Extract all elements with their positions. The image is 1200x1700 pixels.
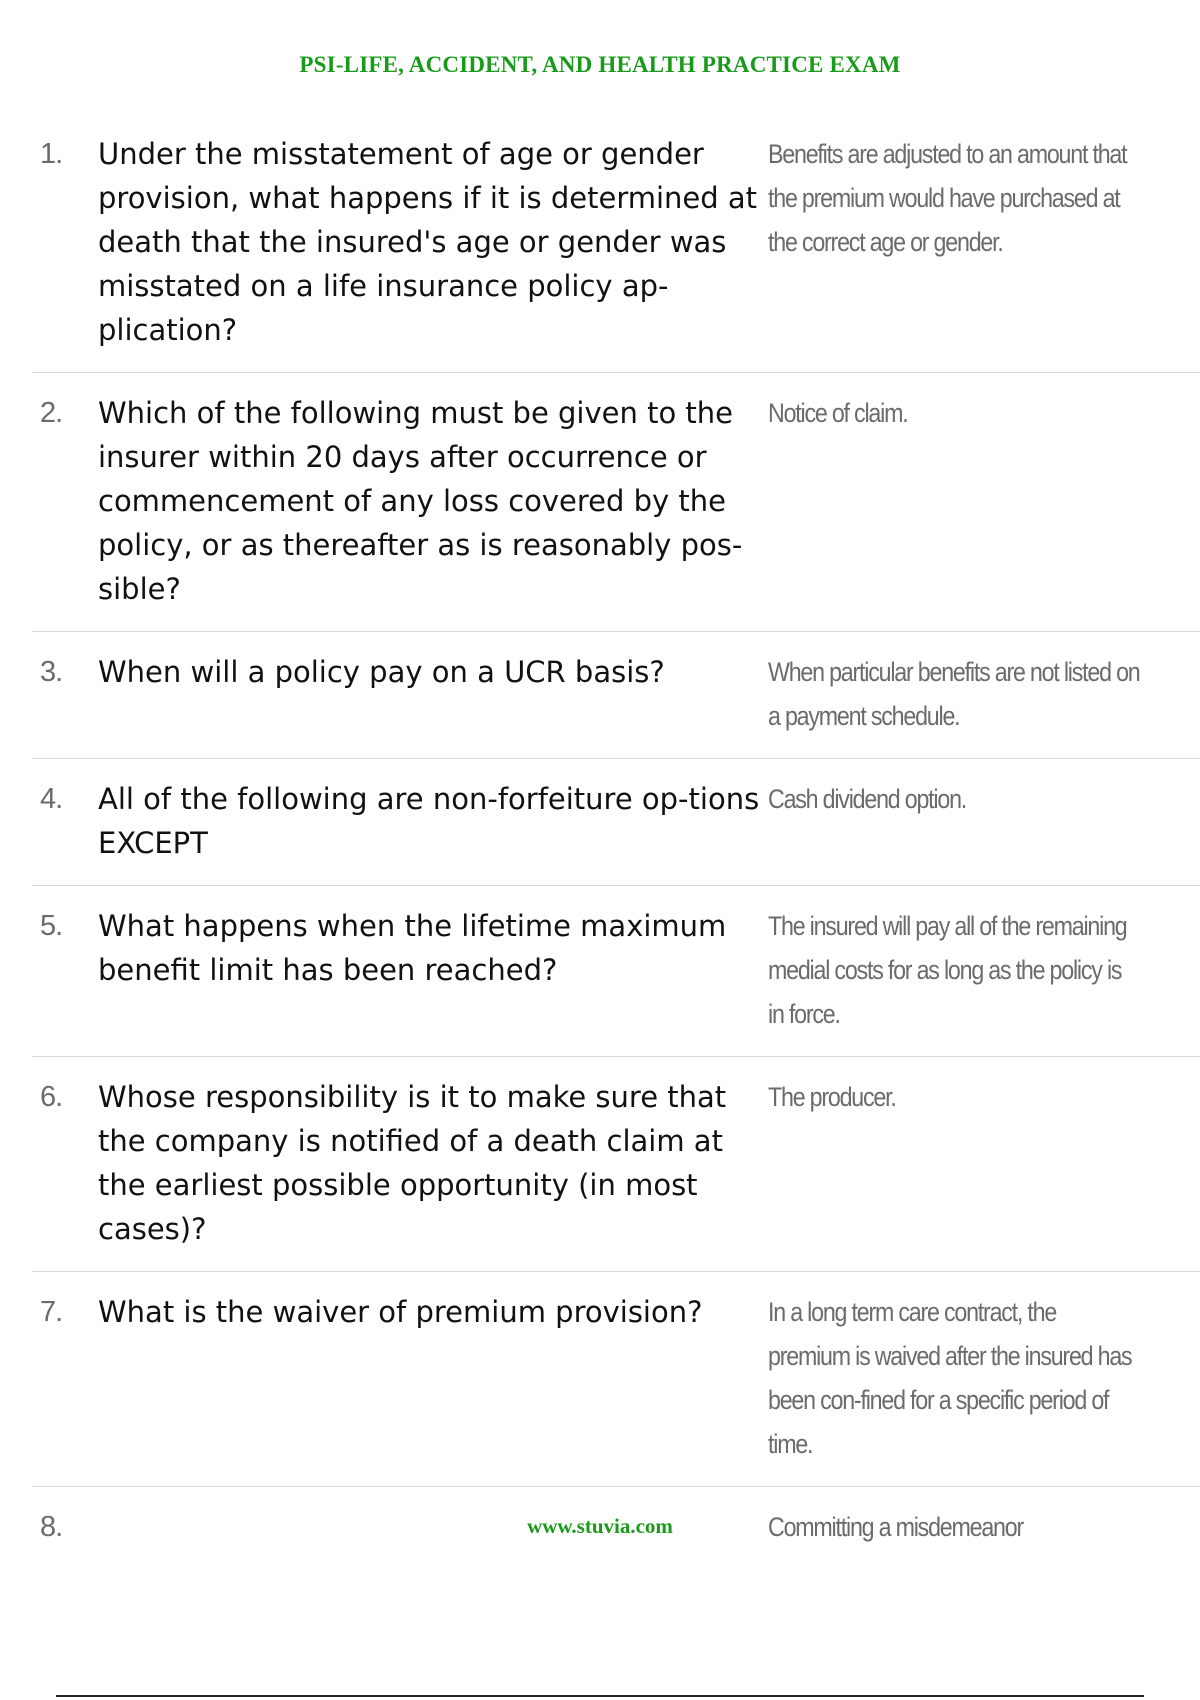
question-number: 5. bbox=[40, 910, 63, 942]
answer-text: In a long term care contract, the premium is waived after the insured has been con-fined for a specific period of time. bbox=[768, 1297, 1132, 1459]
answer-text: The insured will pay all of the remaining medial costs for as long as the policy is in force. bbox=[768, 911, 1127, 1029]
question-row bbox=[32, 1057, 1200, 1272]
question-number: 6. bbox=[40, 1081, 63, 1113]
question-list bbox=[32, 114, 1200, 1569]
question-row bbox=[32, 759, 1200, 886]
answer-text: Benefits are adjusted to an amount that the premium would have purchased at the correct age or gender. bbox=[768, 139, 1127, 257]
question-number: 1. bbox=[40, 138, 63, 170]
answer-text: Cash dividend option. bbox=[768, 784, 967, 814]
question-row bbox=[32, 114, 1200, 373]
question-text: Under the misstatement of age or gender provision, what happens if it is determined at death that the insured's age or gender was misstated on a life insurance policy ap-plication? bbox=[98, 137, 758, 347]
answer-text: Committing a misdemeanor bbox=[768, 1512, 1024, 1542]
question-row bbox=[32, 373, 1200, 632]
question-text: All of the following are non-forfeiture op-tions EXCEPT bbox=[98, 782, 760, 860]
question-text: When will a policy pay on a UCR basis? bbox=[98, 655, 665, 689]
question-row bbox=[32, 632, 1200, 759]
question-number: 7. bbox=[40, 1296, 63, 1328]
question-text: What is the waiver of premium provision? bbox=[98, 1295, 703, 1329]
question-row bbox=[32, 1272, 1200, 1487]
question-row bbox=[32, 886, 1200, 1057]
document-title: PSI-LIFE, ACCIDENT, AND HEALTH PRACTICE EXAM bbox=[299, 52, 901, 77]
footer-divider bbox=[56, 1695, 1144, 1697]
question-number: 4. bbox=[40, 783, 63, 815]
question-number: 2. bbox=[40, 397, 63, 429]
question-text: Whose responsibility is it to make sure that the company is notified of a death claim at the earliest possible opportunity (in most cases)? bbox=[98, 1080, 727, 1246]
answer-text: The producer. bbox=[768, 1082, 896, 1112]
question-text: What happens when the lifetime maximum benefit limit has been reached? bbox=[98, 909, 727, 987]
footer-website-link[interactable]: www.stuvia.com bbox=[527, 1514, 673, 1538]
question-number: 3. bbox=[40, 656, 63, 688]
answer-text: When particular benefits are not listed on a payment schedule. bbox=[768, 657, 1140, 731]
question-text: Which of the following must be given to the insurer within 20 days after occurrence or commencement of any loss covered by the policy, or as thereafter as is reasonably pos-sible? bbox=[98, 396, 743, 606]
question-number: 8. bbox=[40, 1511, 63, 1543]
answer-text: Notice of claim. bbox=[768, 398, 908, 428]
